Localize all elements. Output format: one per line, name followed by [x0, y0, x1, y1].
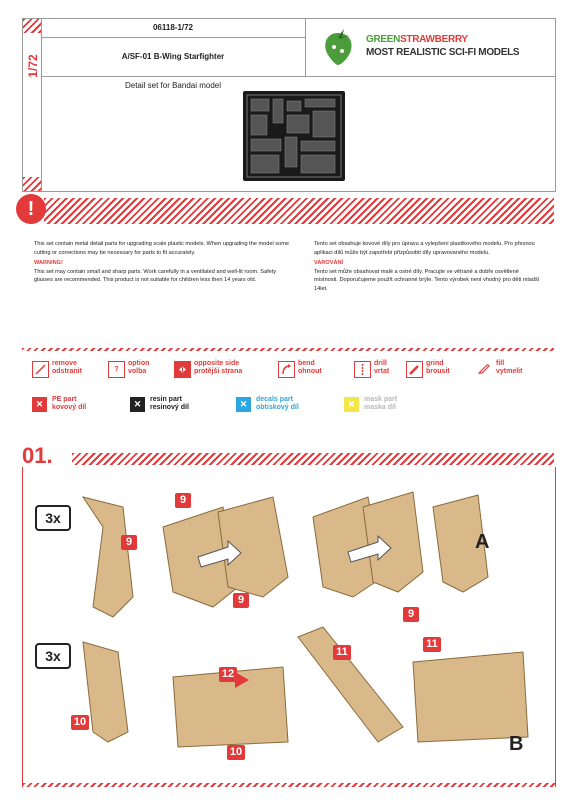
part-badge: 11	[423, 637, 441, 652]
quantity-3x-top: 3x	[35, 505, 71, 531]
part-badge: 9	[403, 607, 419, 622]
bend-arrow-icon	[278, 361, 295, 378]
product-code: 06118-1/72	[41, 19, 305, 38]
warning-stripe	[44, 198, 554, 224]
pe-part-icon: ✕	[32, 397, 47, 412]
warning-cz-intro: Tento set obsahuje kovové díly pro úpravu a vylepšení plastikového modelu. Pro přesnou aplikaci dílů může být zapotřebí přizpůsobit díly upravovaného modelu.	[314, 241, 535, 256]
header-panel	[22, 18, 556, 192]
warning-en-body: This set may contain small and sharp parts. Work carefully in a ventilated and well-lit room. Safety glasses are recommended. This product is not suitable for children less then 14 years old.	[34, 268, 277, 284]
brand-box	[305, 19, 556, 77]
step-header	[22, 437, 554, 467]
scale-hatch-bottom	[23, 177, 41, 191]
part-badge: 10	[71, 715, 89, 730]
bottom-stripe	[23, 783, 555, 787]
question-icon: ?	[108, 361, 125, 378]
warning-en-heading: WARNING!	[34, 260, 63, 267]
warning-banner	[22, 198, 554, 224]
assembly-illustration	[23, 467, 555, 787]
legend-top-rule	[22, 348, 554, 351]
exclamation-icon: !	[16, 194, 46, 224]
part-badge: 12	[219, 667, 237, 682]
opposite-side-icon	[174, 361, 191, 378]
assembly-drawing	[22, 467, 556, 787]
warning-cz-heading: VAROVÁNÍ	[314, 260, 344, 267]
product-title: A/SF-01 B-Wing Starfighter	[41, 38, 305, 77]
step-stripe	[72, 453, 554, 465]
scale-hatch-top	[23, 19, 41, 33]
mask-part-icon: ✕	[344, 397, 359, 412]
file-icon	[406, 361, 423, 378]
putty-icon	[476, 361, 491, 376]
part-badge: 11	[333, 645, 351, 660]
warning-en-intro: This set contain metal detail parts for upgrading scale plastic models. When upgrading the model some cutting or corrections may be necessary for parts to fit accurately.	[34, 241, 289, 256]
scale-label: 1/72	[26, 54, 40, 78]
warning-en	[34, 240, 290, 285]
part-badge: 9	[233, 593, 249, 608]
strawberry-logo-icon	[320, 27, 356, 67]
symbol-legend: remove odstranit ? option volba opposite side protější strana bend ohnout drill vrtat grind brousit fill vytmelit ✕ PE part kovový díl ✕ resin part resinový díl ✕ decals part obtiskový díl ✕ mask part maska díl	[22, 348, 554, 432]
brand-name	[366, 34, 468, 45]
knife-icon	[32, 361, 49, 378]
brand-tagline: MOST REALISTIC SCI-FI MODELS	[366, 47, 520, 58]
scale-column	[23, 19, 42, 191]
brand-green-text: GREEN	[366, 34, 401, 45]
warning-cz-body: Tento set může obsahovat malé a ostré díly. Pracujte ve větrané a dobře osvětlené místnosti. Doporučujeme použít ochranné brýle. Tento výrobek není vhodný pro děti mladší 14let.	[314, 268, 540, 292]
part-badge: 9	[175, 493, 191, 508]
part-badge: 10	[227, 745, 245, 760]
part-badge: 9	[121, 535, 137, 550]
product-subtitle: Detail set for Bandai model	[124, 81, 222, 90]
warning-cz	[314, 240, 544, 294]
quantity-3x-bottom: 3x	[35, 643, 71, 669]
step-number: 01.	[22, 443, 53, 468]
subassembly-label-a: A	[475, 531, 490, 553]
drill-icon	[354, 361, 371, 378]
resin-part-icon: ✕	[130, 397, 145, 412]
decals-part-icon: ✕	[236, 397, 251, 412]
brand-red-text: STRAWBERRY	[400, 34, 468, 45]
photo-etch-fret-image	[243, 91, 345, 181]
subassembly-label-b: B	[509, 733, 524, 755]
